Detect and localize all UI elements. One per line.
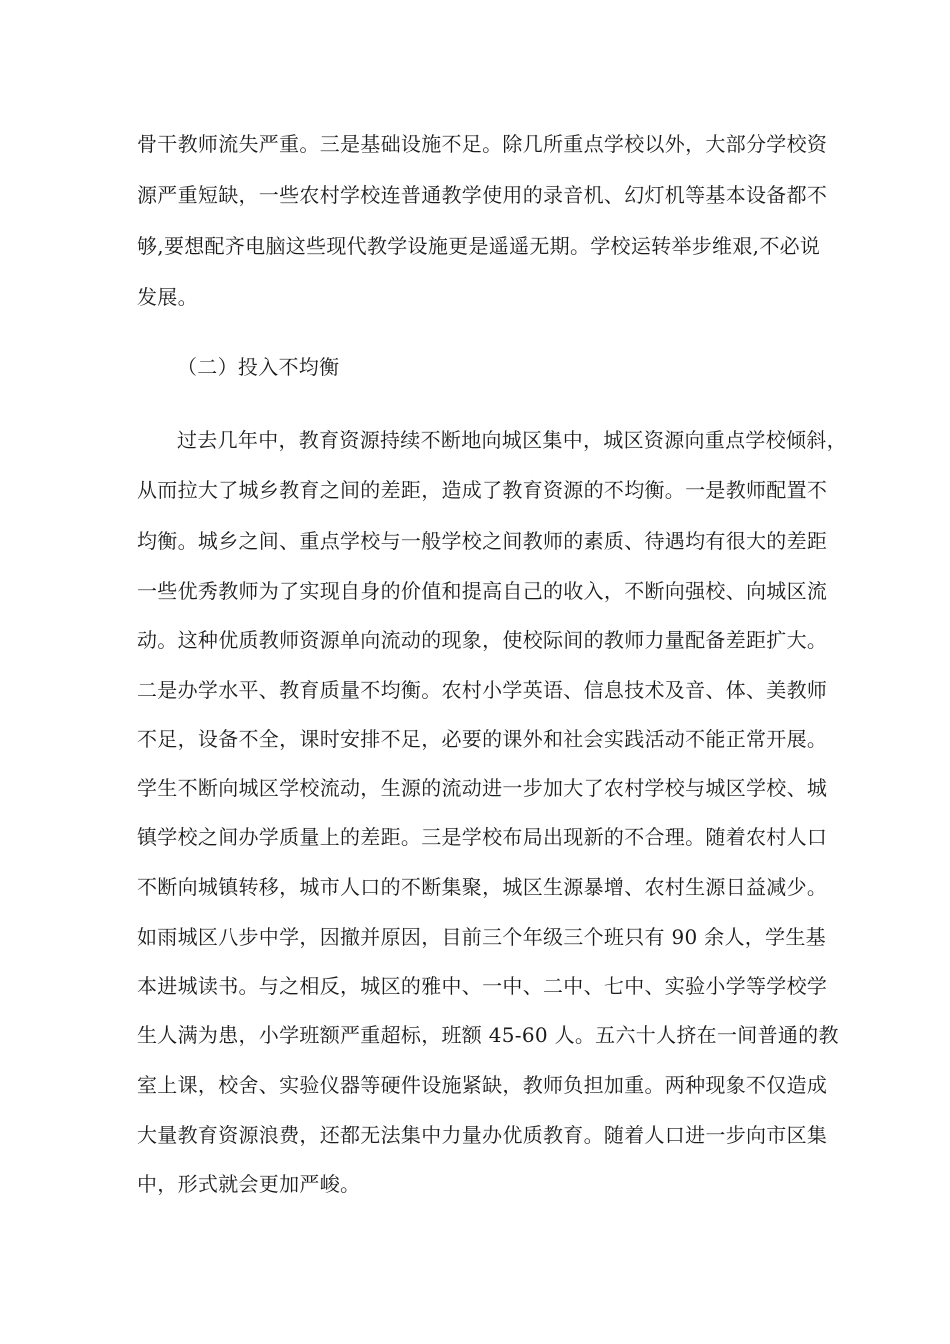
paragraph-line: 从而拉大了城乡教育之间的差距，造成了教育资源的不均衡。一是教师配置不	[137, 478, 828, 502]
paragraph-line: 不足，设备不全，课时安排不足，必要的课外和社会实践活动不能正常开展。	[137, 727, 828, 751]
paragraph-line: 一些优秀教师为了实现自身的价值和提高自己的收入，不断向强校、向城区流	[137, 579, 828, 603]
paragraph-line: 中，形式就会更加严峻。	[137, 1172, 361, 1196]
paragraph-line: 如雨城区八步中学，因撤并原因，目前三个年级三个班只有 90 余人，学生基	[137, 925, 826, 949]
paragraph-line: 学生不断向城区学校流动，生源的流动进一步加大了农村学校与城区学校、城	[137, 776, 828, 800]
paragraph-line: 生人满为患，小学班额严重超标，班额 45-60 人。五六十人挤在一间普通的教	[137, 1023, 839, 1047]
paragraph-line: 骨干教师流失严重。三是基础设施不足。除几所重点学校以外，大部分学校资	[137, 132, 828, 156]
paragraph-line: 大量教育资源浪费，还都无法集中力量办优质教育。随着人口进一步向市区集	[137, 1123, 828, 1147]
paragraph-line: 过去几年中，教育资源持续不断地向城区集中，城区资源向重点学校倾斜，	[177, 428, 847, 452]
paragraph-line: 发展。	[137, 285, 198, 309]
paragraph-line: 够,要想配齐电脑这些现代教学设施更是遥遥无期。学校运转举步维艰,不必说	[137, 234, 821, 258]
paragraph-line: 室上课，校舍、实验仪器等硬件设施紧缺，教师负担加重。两种现象不仅造成	[137, 1073, 828, 1097]
section-heading: （二）投入不均衡	[177, 355, 340, 379]
paragraph-line: 本进城读书。与之相反，城区的雅中、一中、二中、七中、实验小学等学校学	[137, 974, 828, 998]
paragraph-line: 镇学校之间办学质量上的差距。三是学校布局出现新的不合理。随着农村人口	[137, 825, 828, 849]
paragraph-line: 二是办学水平、教育质量不均衡。农村小学英语、信息技术及音、体、美教师	[137, 678, 828, 702]
paragraph-line: 源严重短缺，一些农村学校连普通教学使用的录音机、幻灯机等基本设备都不	[137, 183, 828, 207]
paragraph-line: 不断向城镇转移，城市人口的不断集聚，城区生源暴增、农村生源日益减少。	[137, 875, 828, 899]
paragraph-line: 均衡。城乡之间、重点学校与一般学校之间教师的素质、待遇均有很大的差距	[137, 529, 828, 553]
paragraph-line: 动。这种优质教师资源单向流动的现象，使校际间的教师力量配备差距扩大。	[137, 628, 828, 652]
